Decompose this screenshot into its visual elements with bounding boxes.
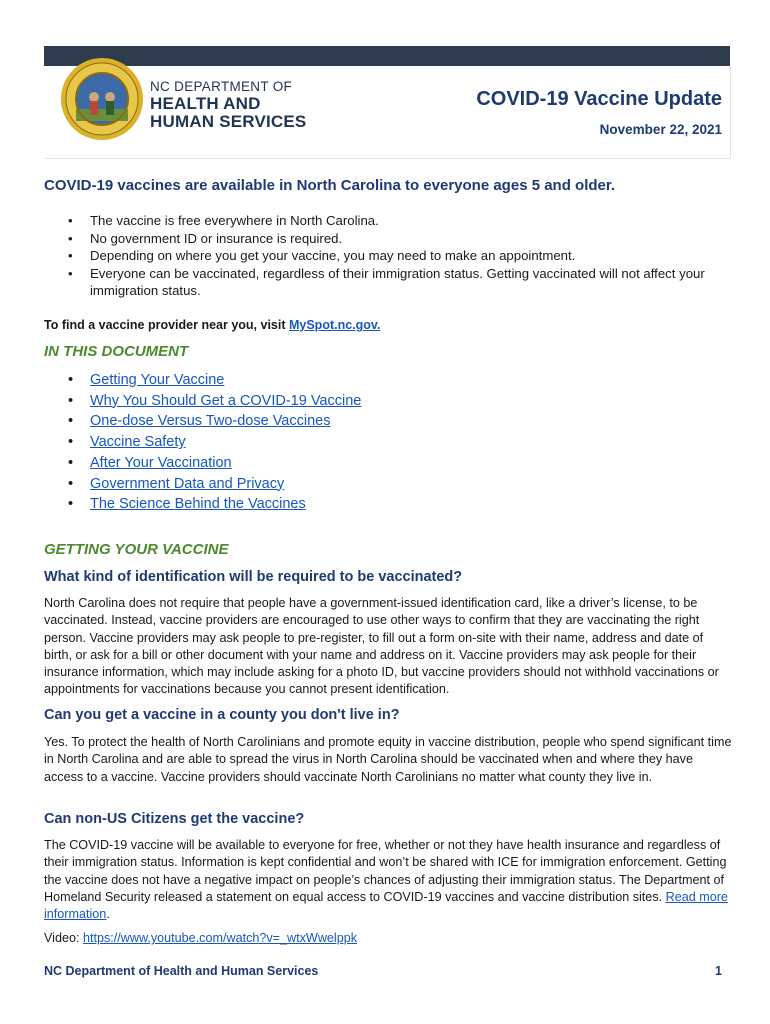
answer-text-end: . [106,907,110,922]
intro-bullet: • No government ID or insurance is required. [90,230,730,248]
toc-list [90,370,361,515]
toc-link[interactable]: Vaccine Safety [90,434,186,451]
answer-paragraph: North Carolina does not require that people have a government-issued identification card, like a driver’s license, to be vaccinated. Instead, vaccine providers are encouraged to use other ways to confirm that they are vaccinating the right person. Vaccine providers may ask people to pre-register, to fill out a form on-site with their name, address and date of birth, or ask for a bill or other document with your name and address on it. Vaccine providers may ask people for their insurance information, which may include asking for a photo ID, but vaccine providers should not withhold vaccinations or appointments for vaccinations because you cannot present identification. [44,596,719,697]
find-provider-line [44,318,380,332]
toc-item-data-privacy [90,474,361,495]
video-line [44,930,732,947]
footer-org: NC Department of Health and Human Services [44,964,319,978]
intro-bullet: • Everyone can be vaccinated, regardless of their immigration status. Getting vaccinated will not affect your immigration status. [90,265,730,300]
toc-item-one-vs-two-dose [90,411,361,432]
question-heading: Can non-US Citizens get the vaccine? [44,811,305,827]
question-heading: Can you get a vaccine in a county you don't live in? [44,707,400,723]
intro-bullet: • The vaccine is free everywhere in North Carolina. [90,212,730,230]
toc-item-after-vaccination [90,453,361,474]
document-title: COVID-19 Vaccine Update [476,88,722,110]
answer-text: The COVID-19 vaccine will be available to everyone for free, whether or not they have health insurance and regardless of their immigration status. Information is kept confidential and won’t be shared with ICE for immigration enforcement. Getting the vaccine does not have a negative impact on people’s chances of adjusting their immigration status. The Department of Homeland Security released a statement on equal access to COVID-19 vaccines and vaccine distribution sites. [44,838,727,904]
toc-item-getting-vaccine [90,370,361,391]
toc-link[interactable]: Getting Your Vaccine [90,372,225,388]
find-provider-text: To find a vaccine provider near you, visit [44,318,289,332]
toc-link[interactable]: The Science Behind the Vaccines [90,496,306,513]
agency-line-2: HEALTH AND [150,93,261,113]
agency-logo-text [150,80,306,130]
page-number: 1 [715,964,722,978]
question-heading: What kind of identification will be required to be vaccinated? [44,569,463,585]
agency-line-3: HUMAN SERVICES [150,111,307,131]
toc-item-why-get-vaccine [90,391,361,412]
toc-link[interactable]: After Your Vaccination [90,454,232,471]
toc-link[interactable]: Why You Should Get a COVID-19 Vaccine [90,392,362,409]
header-box [44,66,731,159]
answer-paragraph [44,837,732,923]
toc-item-science [90,494,361,515]
toc-link[interactable]: Government Data and Privacy [90,475,285,492]
read-more-link[interactable]: Read more information [44,889,728,922]
intro-heading: COVID-19 vaccines are available in North Carolina to everyone ages 5 and older. [44,177,616,194]
video-link[interactable]: https://www.youtube.com/watch?v=_wtxWwelppk [82,931,358,945]
myspot-link[interactable]: MySpot.nc.gov. [288,318,381,332]
toc-item-vaccine-safety [90,432,361,453]
intro-bullet-list [90,212,730,300]
video-label: Video: [44,931,83,945]
agency-line-1: NC DEPARTMENT OF [150,79,293,94]
intro-bullet: • Depending on where you get your vaccine, you may need to make an appointment. [90,247,730,265]
toc-heading: IN THIS DOCUMENT [44,343,189,360]
document-date: November 22, 2021 [599,122,722,137]
header-bar [44,46,730,66]
nc-state-seal-logo [60,57,144,141]
answer-paragraph: Yes. To protect the health of North Carolinians and promote equity in vaccine distribution, people who spend significant time in North Carolina and are able to spread the virus in North Carolina should be vaccinated when and where they have access to a vaccine. Vaccine providers should vaccinate North Carolinians no matter what county they live in. [44,735,732,784]
section-heading: GETTING YOUR VACCINE [44,541,229,558]
toc-link[interactable]: One-dose Versus Two-dose Vaccines [90,413,331,430]
